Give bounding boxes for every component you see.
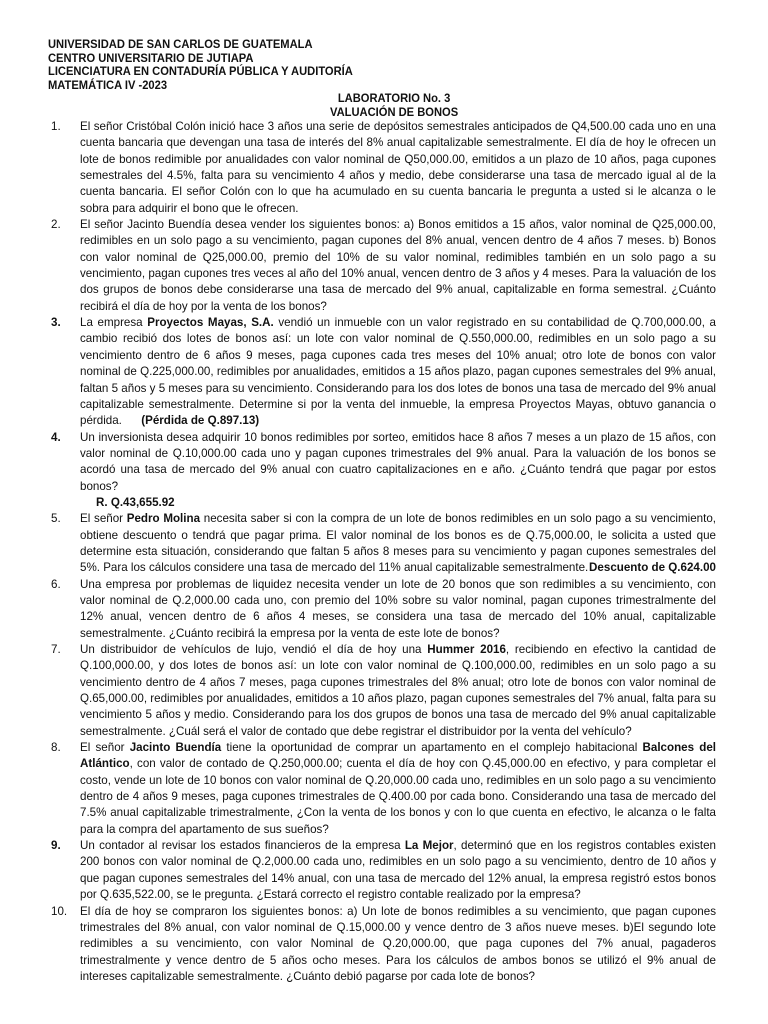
problem-9 bbox=[48, 838, 716, 903]
problem-number: 7. bbox=[51, 643, 61, 656]
text-segment: , con valor de contado de Q.250,000.00; cuenta el día de hoy con Q.45,000.00 en efectivo, y para completar el costo, vende un lote de 10 bonos con valor nominal de Q.20,000.00 cada uno, redimibles en un solo pago a su vencimiento dentro de 4 años 9 meses, paga cupones trimestrales de Q.400.00 por cada bono. Considerando una tasa de mercado del 7.5% anual capitalizable trimestralmente, ¿Con la venta de los bonos y con lo que cuenta en efectivo, le alcanza o le falta para la compra del apartamento de sus sueños? bbox=[80, 757, 716, 836]
problem-number: 4. bbox=[51, 430, 61, 444]
problem-8 bbox=[48, 740, 716, 838]
vehicle-name: Hummer 2016 bbox=[427, 643, 506, 656]
problem-number: 5. bbox=[51, 512, 61, 526]
text-segment: Un contador al revisar los estados financieros de la empresa bbox=[80, 839, 405, 853]
company-name: La Mejor bbox=[404, 839, 454, 853]
problem-number: 9. bbox=[51, 839, 61, 853]
problem-4 bbox=[48, 430, 716, 512]
company-name: Proyectos Mayas, S.A. bbox=[147, 316, 274, 330]
problem-5 bbox=[48, 511, 716, 576]
campus-name: CENTRO UNIVERSITARIO DE JUTIAPA bbox=[48, 50, 254, 65]
problem-text bbox=[80, 839, 716, 901]
answer: Descuento de Q.624.00 bbox=[589, 561, 716, 575]
text-segment: , recibiendo en efectivo la cantidad de Q.100,000.00, y dos lotes de bonos así: un lote con valor nominal de Q.100,000.00, redimibles en un solo pago a su vencimiento dentro de 4 años 7 meses, paga cupones trimestrales del 8% anual; otro lote de bonos con valor nominal de Q.65,000.00, redimibles por anualidades, emitidos a 10 años plazo, pagan cupones semestrales del 7% anual, falta para su vencimiento 5 años y medio. Considerando para los dos grupos de bonos una tasa de mercado del 9% anual capitalizable semestralmente. ¿Cuál será el valor de contado que debe registrar el distribuidor por la venta del vehículo? bbox=[80, 643, 716, 738]
problem-7 bbox=[48, 642, 716, 740]
problem-10 bbox=[48, 904, 716, 986]
problem-1 bbox=[48, 119, 716, 217]
course-name: MATEMÁTICA IV -2023 bbox=[48, 77, 168, 92]
problem-text: El señor Jacinto Buendía desea vender los siguientes bonos: a) Bonos emitidos a 15 años, valor nominal de Q25,000.00, redimibles en un solo pago a su vencimiento, pagan cupones del 8% anual, vencen dentro de 4 años 7 meses. b) Bonos con valor nominal de Q25,000.00, premio del 10% de su valor nominal, redimibles también en un solo pago a su vencimiento, pagan cupones tres veces al año del 10% anual, vencen dentro de 3 años y 4 meses. Para la valuación de los dos grupos de bonos debe considerarse una tasa de mercado del 9% anual, capitalizable en forma semestral. ¿Cuánto recibirá el día de hoy por la venta de los bonos? bbox=[80, 218, 716, 313]
answer: (Pérdida de Q.897.13) bbox=[141, 414, 260, 428]
problem-number: 6. bbox=[51, 577, 61, 591]
problem-number: 10. bbox=[51, 904, 68, 918]
problem-number: 3. bbox=[51, 316, 61, 330]
lab-title: LABORATORIO No. 3 bbox=[337, 91, 451, 105]
person-name: Pedro Molina bbox=[126, 512, 201, 526]
complex-name: Balcones del Atlántico bbox=[80, 741, 716, 771]
university-name: UNIVERSIDAD DE SAN CARLOS DE GUATEMALA bbox=[48, 37, 313, 51]
problem-text bbox=[80, 741, 716, 836]
problem-text: El día de hoy se compraron los siguientes bonos: a) Un lote de bonos redimibles a su vencimiento, que pagan cupones trimestrales del 8% anual, con valor nominal de Q.15,000.00 y vence dentro de 3 años nueve meses. b)El segundo lote redimibles a su vencimiento, con valor Nominal de Q.20,000.00, que paga cupones del 7% anual, pagaderos trimestralmente y vence dentro de 5 años ocho meses. Para los cálculos de ambos bonos se utilizó el 9% anual de intereses capitalizable semestralmente. ¿Cuánto debió pagarse por cada lote de bonos? bbox=[80, 904, 716, 983]
answer: R. Q.43,655.92 bbox=[96, 495, 175, 509]
problem-text bbox=[80, 316, 716, 427]
text-segment: necesita saber si con la compra de un lote de bonos redimibles en un solo pago a su vencimiento, obtiene descuento o tendrá que pagar prima. El valor nominal de los bonos es de Q.75,000.00, le solicita a usted que determine esta situación, considerando que faltan 5 años 8 meses para su vencimiento y pagan cupones semestrales del 5%. Para los cálculos considere una tasa de mercado del 11% anual capitalizable semestralmente. bbox=[80, 512, 716, 575]
problem-text bbox=[80, 643, 716, 738]
problem-6 bbox=[48, 577, 716, 642]
problem-text: El señor Cristóbal Colón inició hace 3 años una serie de depósitos semestrales anticipados de Q4,500.00 cada uno en una cuenta bancaria que devengan una tasa de interés del 8% anual capitalizable semestralmente. El día de hoy le ofrecen un lote de bonos redimible por anualidades con valor nominal de Q50,000.00, emitidos a un plazo de 10 años, paga cupones semestrales del 4.5%, falta para su vencimiento 4 años y medio, debe considerarse una tasa de mercado igual al de la cuenta bancaria. El señor Colón con lo que ha acumulado en su cuenta bancaria le pregunta a usted si le alcanza o le sobra para adquirir el bono que le ofrecen. bbox=[80, 120, 716, 215]
person-name: Jacinto Buendía bbox=[129, 741, 222, 755]
text-segment: Un distribuidor de vehículos de lujo, vendió el día de hoy una bbox=[80, 643, 428, 656]
problem-text bbox=[80, 512, 716, 574]
problem-text: Una empresa por problemas de liquidez necesita vender un lote de 20 bonos que son redimibles a su vencimiento, con valor nominal de Q.2,000.00 cada uno, con premio del 10% sobre su valor nominal, pagan cupones trimestralmente del 12% anual, vencen dentro de 6 años 4 meses, se considera una tasa de mercado del 10% anual, capitalizable semestralmente. ¿Cuánto recibirá la empresa por la venta de este lote de bonos? bbox=[80, 577, 716, 640]
problem-3 bbox=[48, 315, 716, 429]
text-segment: La empresa bbox=[80, 316, 148, 330]
problem-list bbox=[48, 119, 716, 985]
program-name: LICENCIATURA EN CONTADURÍA PÚBLICA Y AUDITORÍA bbox=[48, 64, 353, 78]
text-segment: tiene la oportunidad de comprar un apartamento en el complejo habitacional bbox=[221, 741, 643, 755]
problem-number: 2. bbox=[51, 218, 61, 232]
text-segment: El señor bbox=[80, 512, 127, 526]
problem-number: 1. bbox=[51, 120, 61, 133]
lab-subtitle: VALUACIÓN DE BONOS bbox=[330, 104, 459, 119]
text-segment: El señor bbox=[80, 741, 130, 755]
document-header bbox=[48, 38, 716, 92]
problem-text: Un inversionista desea adquirir 10 bonos redimibles por sorteo, emitidos hace 8 años 7 meses a un plazo de 15 años, con valor nominal de Q.10,000.00 cada uno y pagan cupones trimestrales del 9% anual. Para la valuación de los bonos se acordó una tasa de mercado del 9% anual con cuatro capitalizaciones en e año. ¿Cuánto tendrá que pagar por estos bonos? bbox=[80, 430, 716, 493]
text-segment: , determinó que en los registros contables existen 200 bonos con valor nominal de Q.2,000.00 cada uno, redimibles en un solo pago a su vencimiento, dentro de 10 años y que pagan cupones semestrales del 14% anual, con una tasa de mercado del 12% anual, la empresa registró estos bonos por Q.635,522.00, se le pregunta. ¿Estará correcto el registro contable realizado por la empresa? bbox=[80, 839, 716, 902]
text-segment: vendió un inmueble con un valor registrado en su contabilidad de Q.700,000.00, a cambio recibió dos lotes de bonos así: un lote con valor nominal de Q.550,000.00, redimibles en un solo pago a su vencimiento dentro de 6 años 9 meses, paga cupones cada tres meses del 10% anual; otro lote de bonos con valor nominal de Q.225,000.00, redimibles por anualidades, emitidos a 15 años plazo, pagan cupones semestrales del 9% anual, faltan 5 años y 5 meses para su vencimiento. Considerando para los dos lotes de bonos una tasa de mercado del 9% anual capitalizable semestralmente. Determine si por la venta del inmueble, la empresa Proyectos Mayas, obtuvo ganancia o pérdida. bbox=[80, 316, 716, 428]
problem-2 bbox=[48, 217, 716, 315]
problem-number: 8. bbox=[51, 741, 61, 755]
